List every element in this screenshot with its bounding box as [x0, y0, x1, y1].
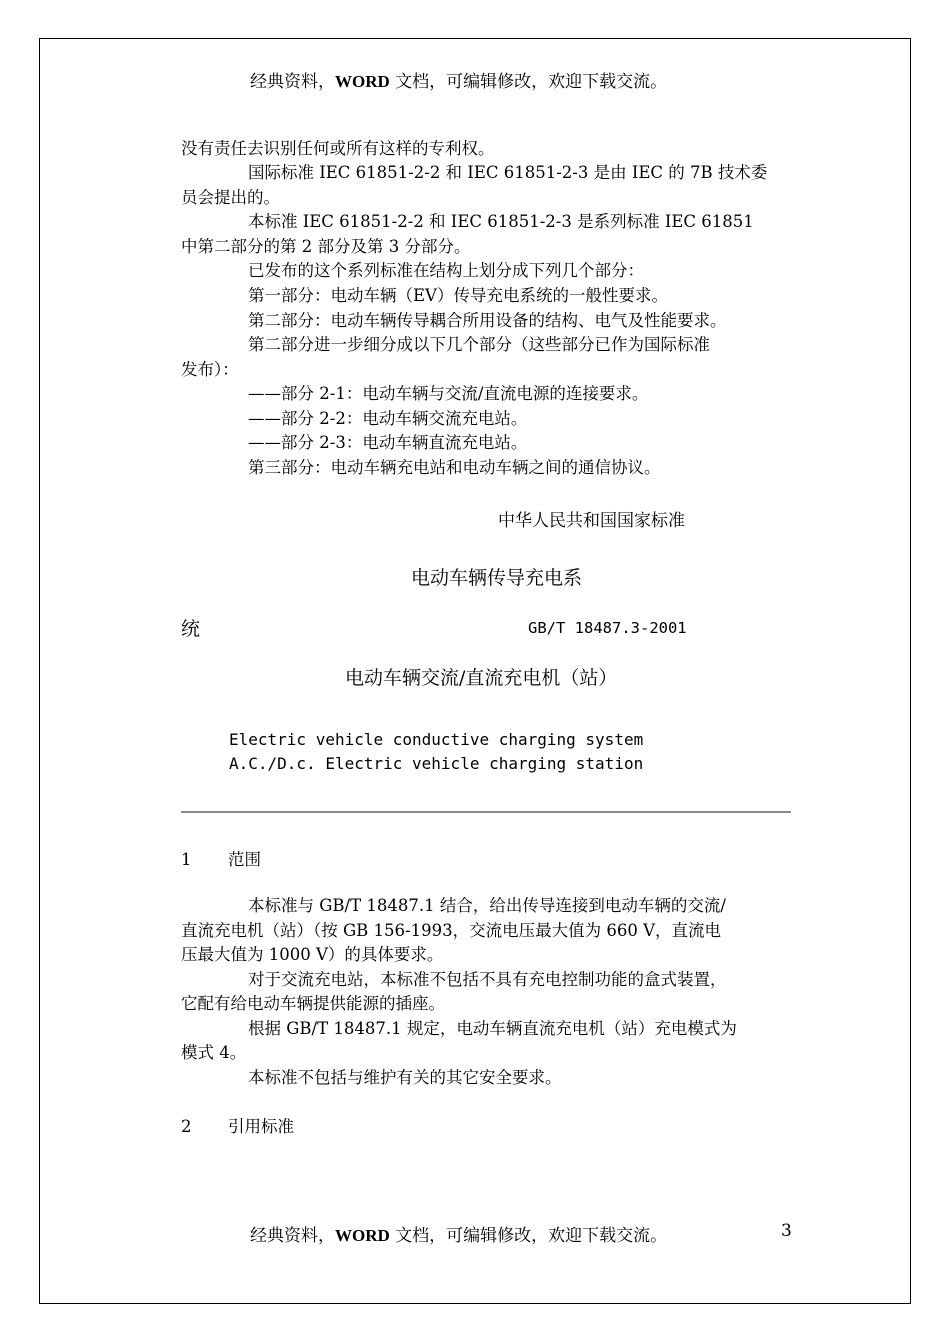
section-line: 本标准不包括与维护有关的其它安全要求。	[248, 1068, 562, 1087]
section-title: 范围	[228, 850, 261, 869]
intro-line: 发布）：	[181, 360, 239, 379]
section-heading	[181, 848, 261, 873]
section-title: 引用标准	[228, 1117, 294, 1136]
section-line: 模式 4。	[181, 1043, 247, 1062]
intro-line: ——部分 2-2：电动车辆交流充电站。	[248, 409, 528, 428]
intro-line: 第三部分：电动车辆充电站和电动车辆之间的通信协议。	[248, 458, 661, 477]
standard-title-continued: 统	[181, 618, 201, 640]
section-line: 压最大值为 1000 V）的具体要求。	[181, 945, 444, 964]
intro-line: ——部分 2-3：电动车辆直流充电站。	[248, 433, 528, 452]
section-number: 2	[181, 1117, 192, 1136]
intro-line: 没有责任去识别任何或所有这样的专利权。	[181, 139, 495, 158]
english-title-line: Electric vehicle conductive charging system	[229, 730, 644, 749]
section-line: 直流充电机（站）（按 GB 156-1993，交流电压最大值为 660 V，直流电	[181, 921, 722, 940]
intro-line: 已发布的这个系列标准在结构上划分成下列几个部分：	[248, 261, 644, 280]
intro-line: 员会提出的。	[181, 188, 280, 207]
header-prefix: 经典资料，	[250, 72, 335, 92]
standard-subtitle: 电动车辆交流/直流充电机（站）	[345, 667, 618, 689]
section-heading	[181, 1115, 294, 1140]
page-header	[250, 67, 667, 92]
footer-suffix: 文档，可编辑修改，欢迎下载交流。	[389, 1226, 668, 1246]
intro-line: 本标准 IEC 61851-2-2 和 IEC 61851-2-3 是系列标准 IEC 61851	[248, 212, 754, 231]
intro-line: 国际标准 IEC 61851-2-2 和 IEC 61851-2-3 是由 IEC 的 7B 技术委	[248, 163, 768, 182]
intro-line: 第二部分进一步细分成以下几个部分（这些部分已作为国际标准	[248, 335, 710, 354]
header-bold: WORD	[335, 72, 390, 91]
section-number: 1	[181, 850, 192, 869]
page-number: 3	[781, 1221, 792, 1241]
intro-line: ——部分 2-1：电动车辆与交流/直流电源的连接要求。	[248, 384, 649, 403]
section-line: 根据 GB/T 18487.1 规定，电动车辆直流充电机（站）充电模式为	[248, 1019, 737, 1038]
intro-line: 第一部分：电动车辆（EV）传导充电系统的一般性要求。	[248, 286, 668, 305]
english-title-line: A.C./D.c. Electric vehicle charging station	[229, 754, 644, 773]
footer-bold: WORD	[335, 1226, 390, 1245]
intro-line: 第二部分：电动车辆传导耦合所用设备的结构、电气及性能要求。	[248, 311, 727, 330]
section-line: 本标准与 GB/T 18487.1 结合，给出传导连接到电动车辆的交流/	[248, 896, 726, 915]
footer-prefix: 经典资料，	[250, 1226, 335, 1246]
intro-line: 中第二部分的第 2 部分及第 3 分部分。	[181, 237, 471, 256]
standard-issuer: 中华人民共和国国家标准	[498, 511, 685, 531]
title-divider	[181, 811, 791, 813]
section-line: 对于交流充电站，本标准不包括不具有充电控制功能的盒式装置，	[248, 970, 727, 989]
standard-title: 电动车辆传导充电系	[411, 567, 583, 589]
section-line: 它配有给电动车辆提供能源的插座。	[181, 994, 445, 1013]
header-suffix: 文档，可编辑修改，欢迎下载交流。	[389, 72, 668, 92]
standard-code: GB/T 18487.3-2001	[528, 619, 687, 637]
page-footer	[250, 1221, 667, 1246]
